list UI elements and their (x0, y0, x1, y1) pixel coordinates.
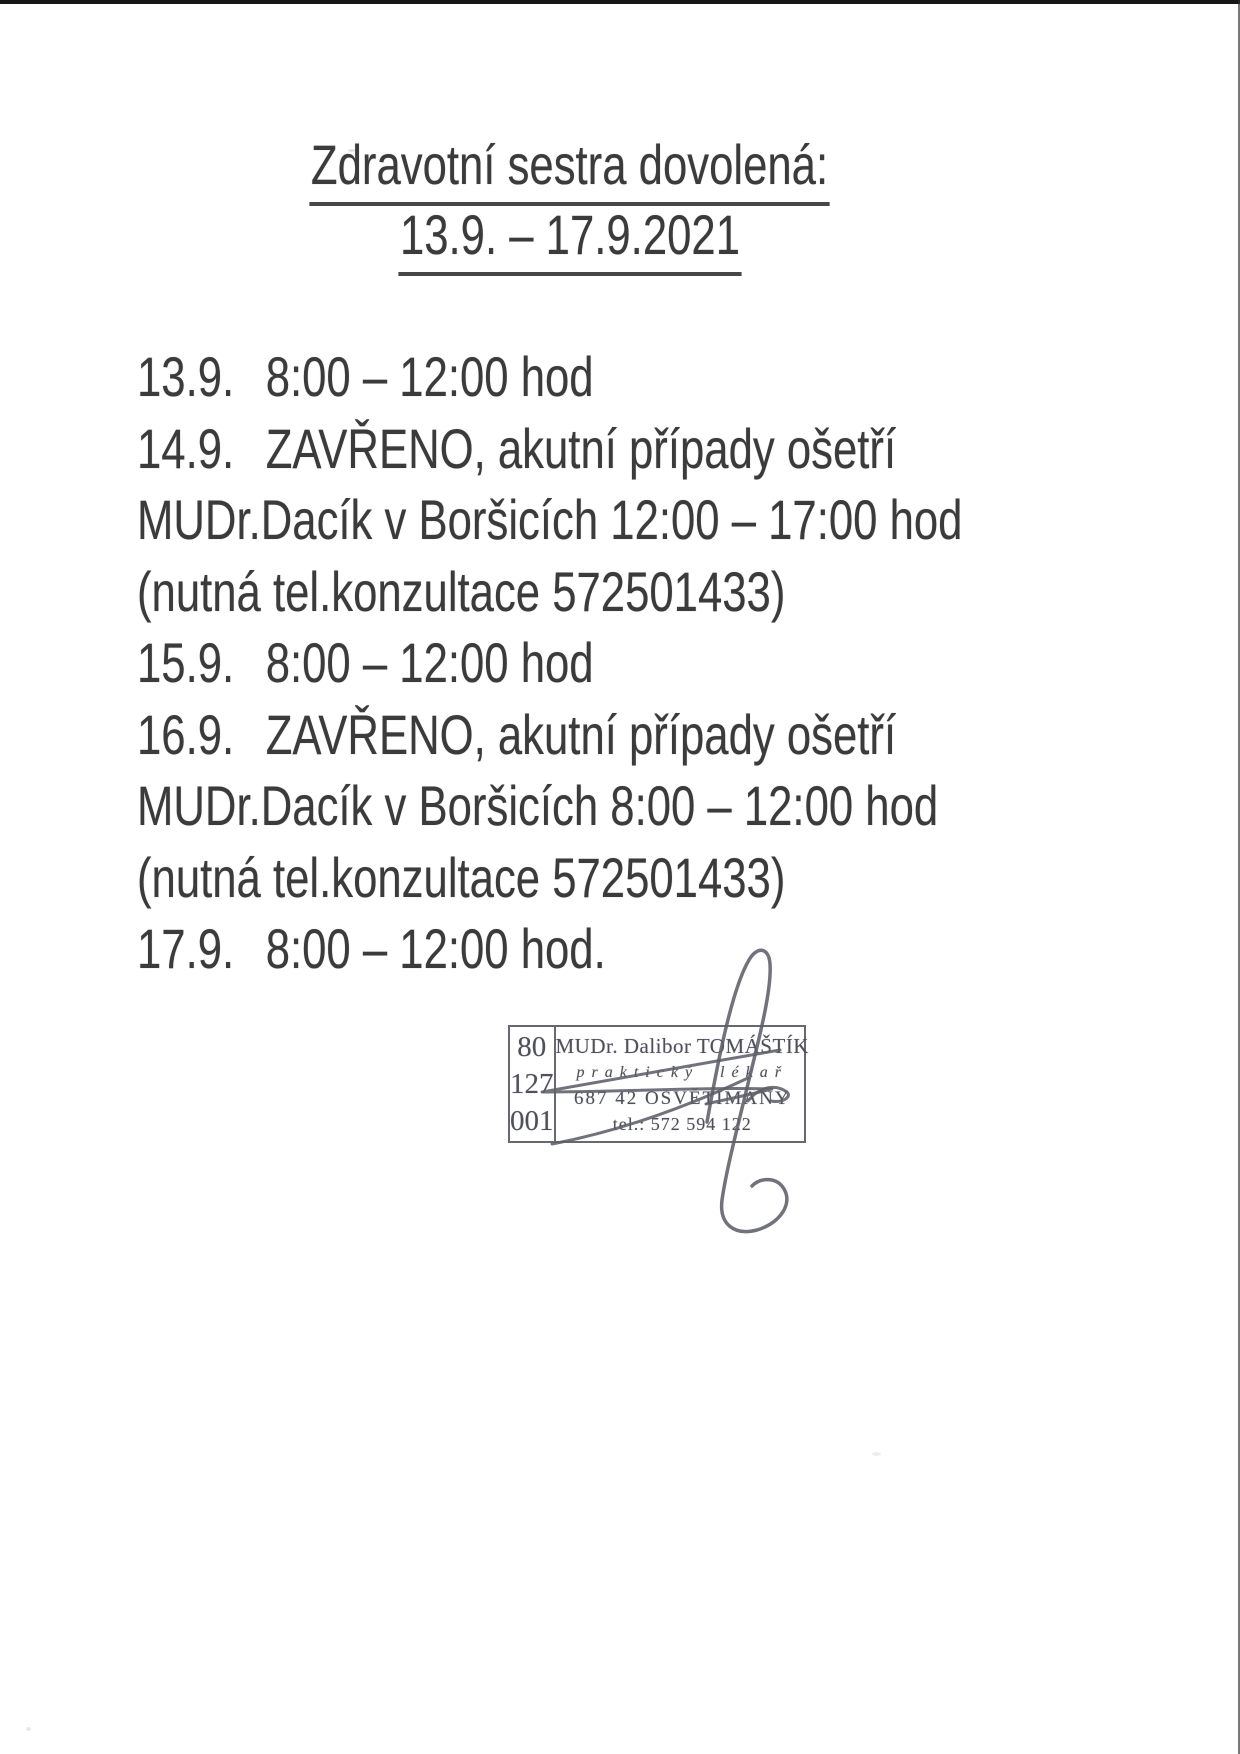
scan-top-edge-artifact (0, 0, 1240, 4)
stamp-address: 687 42 OSVĚTIMANY (573, 1088, 791, 1109)
schedule-line (137, 341, 1229, 413)
schedule-text: 8:00 – 12:00 hod. (265, 917, 606, 980)
schedule-date: 16.9. (137, 702, 235, 766)
notice-date-range (0, 204, 1140, 276)
schedule-text: 8:00 – 12:00 hod (265, 631, 594, 694)
scan-speck (26, 1727, 31, 1731)
scan-speck (872, 1452, 881, 1456)
stamp-registry-column (510, 1027, 556, 1141)
schedule-text: ZAVŘENO, akutní případy ošetří (265, 702, 897, 766)
schedule-line (137, 699, 1229, 771)
stamp-registry-number: 001 (510, 1104, 554, 1137)
schedule-line (137, 770, 1229, 842)
stamp-registry-number: 80 (517, 1030, 547, 1063)
schedule-line (137, 556, 1229, 628)
schedule-text: ZAVŘENO, akutní případy ošetří (265, 416, 897, 480)
schedule-line (137, 484, 1229, 556)
schedule-date: 15.9. (137, 631, 235, 694)
schedule-line (137, 413, 1229, 485)
stamp-doctor-name: MUDr. Dalibor TOMÁŠTÍK (555, 1034, 809, 1058)
stamp-text-column (556, 1027, 809, 1141)
schedule-list (137, 341, 1229, 985)
schedule-text: (nutná tel.konzultace 572501433) (137, 559, 786, 623)
stamp-doctor-title: praktický lékař (576, 1064, 788, 1081)
schedule-text: (nutná tel.konzultace 572501433) (137, 845, 786, 909)
schedule-date: 14.9. (137, 416, 235, 480)
schedule-date: 17.9. (137, 917, 235, 980)
doctor-stamp (508, 1025, 809, 1143)
schedule-line (137, 913, 1229, 985)
schedule-text: MUDr.Dacík v Boršicích 8:00 – 12:00 hod (137, 774, 939, 837)
notice-title (0, 134, 1140, 206)
schedule-text: MUDr.Dacík v Boršicích 12:00 – 17:00 hod (137, 488, 963, 551)
schedule-line (137, 627, 1229, 699)
schedule-date: 13.9. (137, 345, 235, 408)
stamp-phone: tel.: 572 594 122 (612, 1114, 752, 1134)
stamp-registry-number: 127 (510, 1067, 554, 1100)
notice-date-range-text: 13.9. – 17.9.2021 (398, 204, 741, 276)
notice-title-text: Zdravotní sestra dovolená: (310, 134, 830, 206)
schedule-text: 8:00 – 12:00 hod (265, 345, 594, 408)
schedule-line (137, 842, 1229, 914)
